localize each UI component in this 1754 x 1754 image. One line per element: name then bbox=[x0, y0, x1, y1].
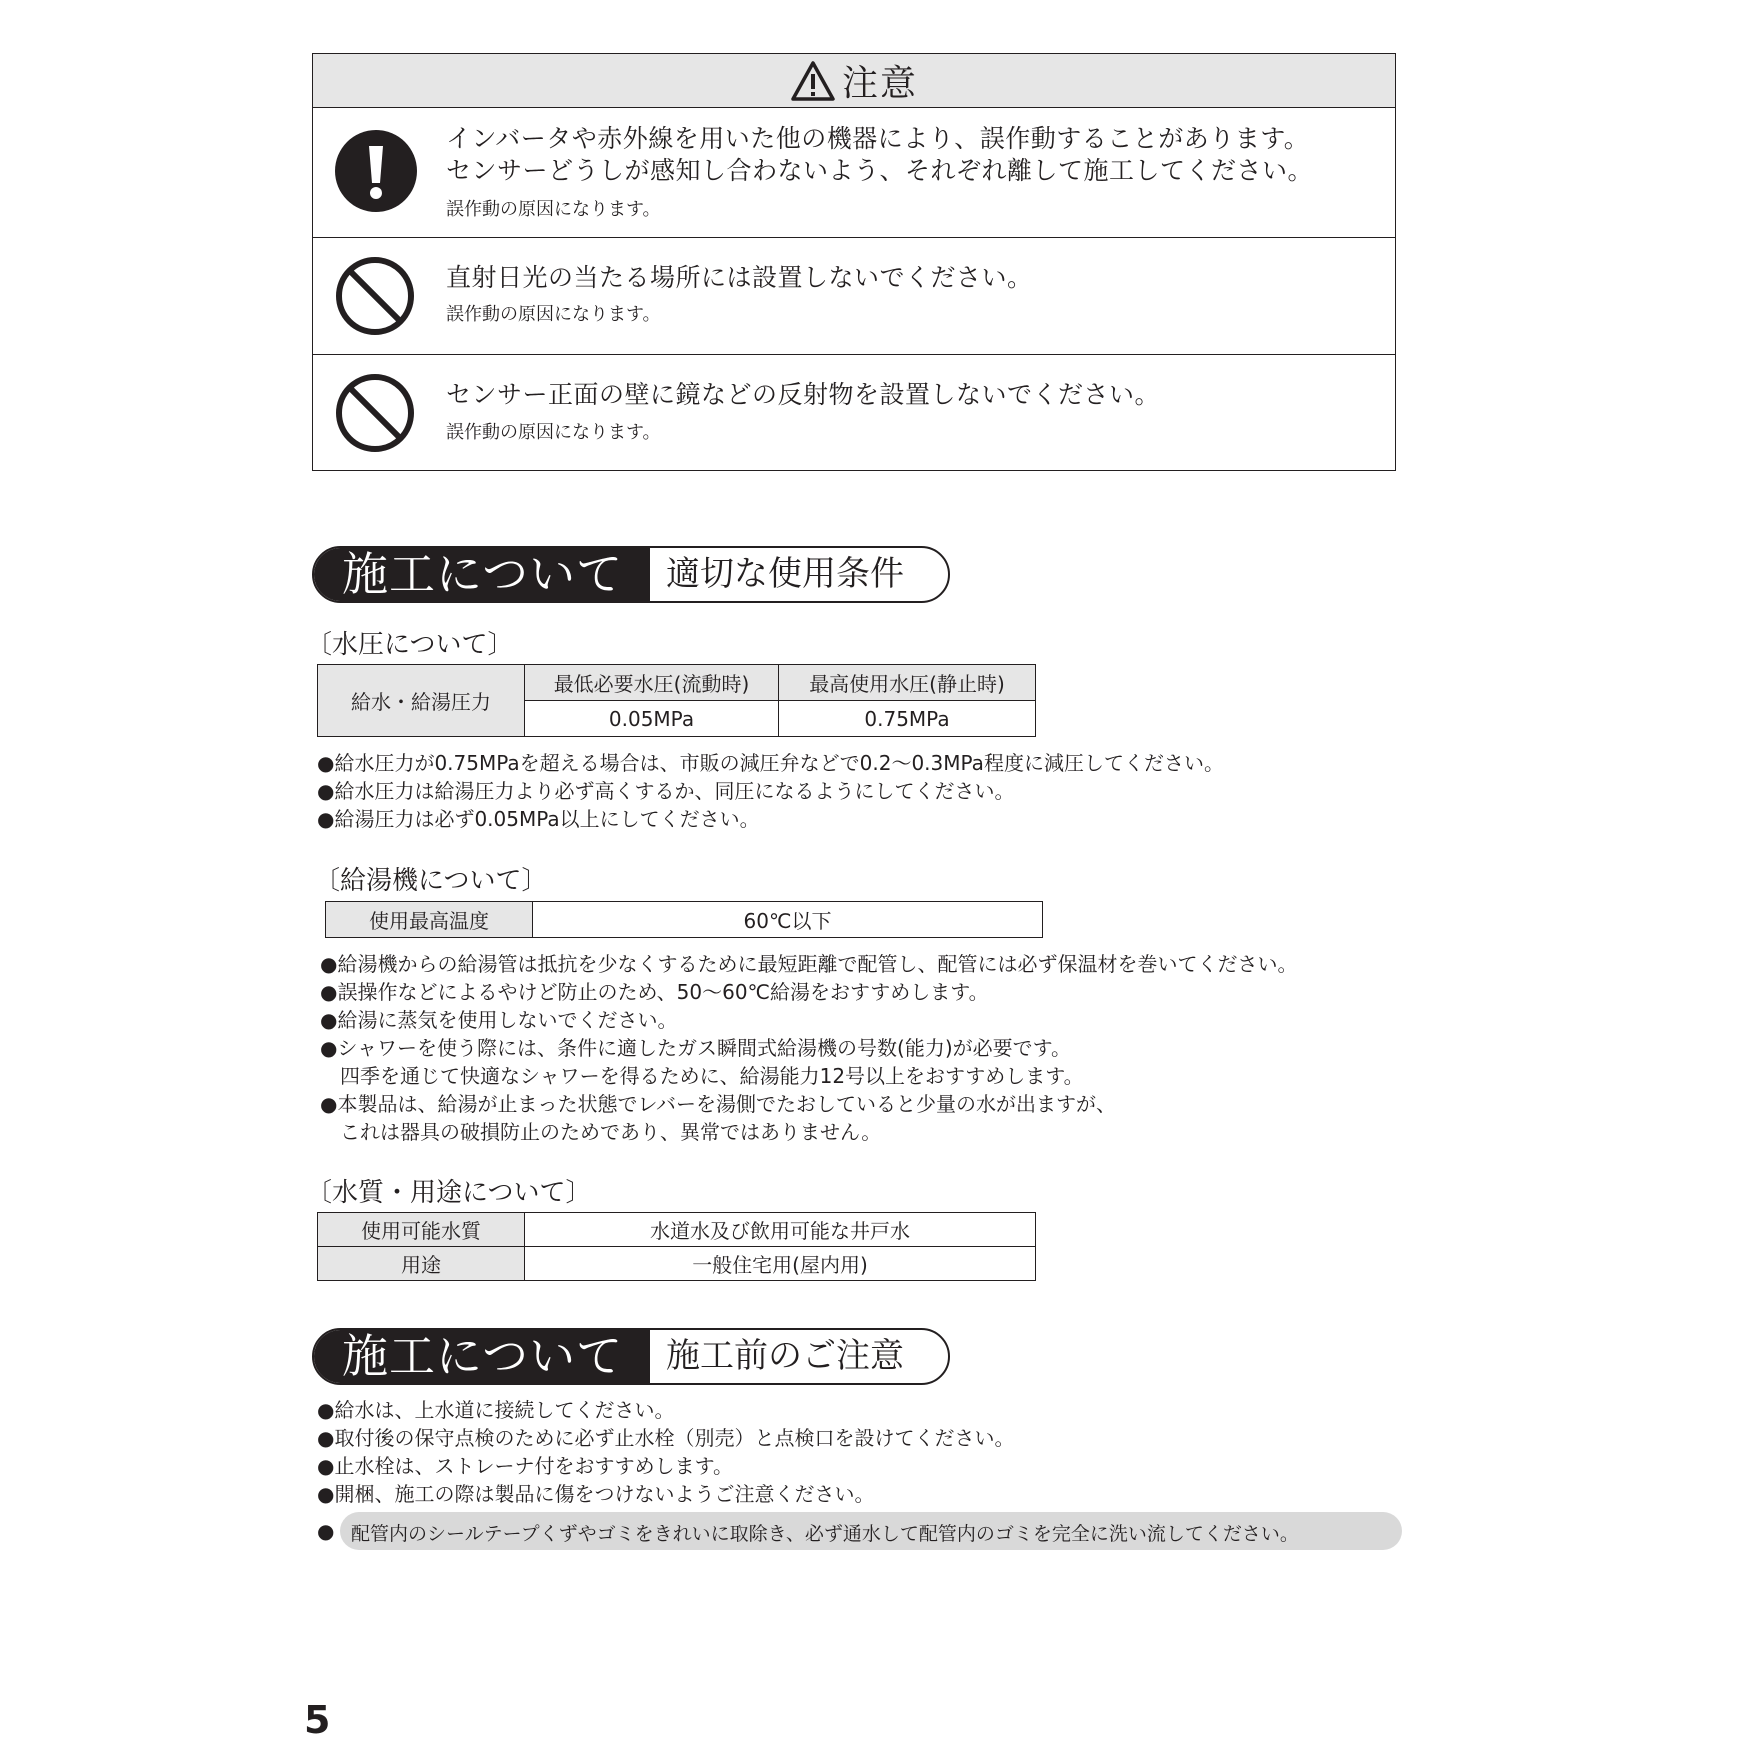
section-banner-pre-install bbox=[312, 1328, 950, 1385]
exclamation-icon bbox=[334, 129, 418, 213]
heater-note-1: ●給湯機からの給湯管は抵抗を少なくするために最短距離で配管し、配管には必ず保温材を巻いてください。 bbox=[320, 952, 1298, 976]
min-pressure-header: 最低必要水圧(流動時) bbox=[525, 665, 779, 701]
prohibition-icon bbox=[334, 372, 416, 454]
max-pressure-value: 0.75MPa bbox=[779, 701, 1036, 737]
caution-box bbox=[312, 53, 1396, 471]
page-number: 5 bbox=[304, 1698, 331, 1742]
caution-item-1-line-2: センサーどうしが感知し合わないよう、それぞれ離して施工してください。 bbox=[446, 156, 1314, 185]
caution-item-1-sub: 誤作動の原因になります。 bbox=[446, 199, 661, 220]
heater-note-4: ●シャワーを使う際には、条件に適したガス瞬間式給湯機の号数(能力)が必要です。 bbox=[320, 1036, 1072, 1060]
section-banner-usage-conditions bbox=[312, 546, 950, 603]
caution-item-3 bbox=[313, 354, 1395, 470]
usage-value: 一般住宅用(屋内用) bbox=[525, 1247, 1036, 1281]
pressure-heading: 〔水圧について〕 bbox=[306, 630, 514, 660]
caution-item-2-sub: 誤作動の原因になります。 bbox=[446, 304, 661, 325]
heater-note-5: ●本製品は、給湯が止まった状態でレバーを湯側でたおしていると少量の水が出ますが、 bbox=[320, 1092, 1117, 1116]
heater-heading: 〔給湯機について〕 bbox=[314, 866, 548, 896]
highlight-note-text: 配管内のシールテープくずやゴミをきれいに取除き、必ず通水して配管内のゴミを完全に洗い流してください。 bbox=[351, 1523, 1299, 1545]
heater-note-3: ●給湯に蒸気を使用しないでください。 bbox=[320, 1008, 678, 1032]
highlight-note bbox=[340, 1512, 1402, 1550]
pressure-note-3: ●給湯圧力は必ず0.05MPa以上にしてください。 bbox=[317, 807, 760, 831]
heater-note-5-cont: これは器具の破損防止のためであり、異常ではありません。 bbox=[320, 1120, 882, 1144]
heater-table bbox=[325, 901, 1043, 938]
heater-note-2: ●誤操作などによるやけど防止のため、50～60℃給湯をおすすめします。 bbox=[320, 980, 989, 1004]
banner-sub-label: 適切な使用条件 bbox=[666, 554, 904, 594]
pressure-note-2: ●給水圧力は給湯圧力より必ず高くするか、同圧になるようにしてください。 bbox=[317, 779, 1015, 803]
prohibition-icon bbox=[334, 255, 416, 337]
min-pressure-value: 0.05MPa bbox=[525, 701, 779, 737]
max-temperature-label: 使用最高温度 bbox=[326, 902, 533, 938]
max-pressure-header: 最高使用水圧(静止時) bbox=[779, 665, 1036, 701]
warning-triangle-icon bbox=[790, 60, 836, 102]
heater-note-4-cont: 四季を通じて快適なシャワーを得るために、給湯能力12号以上をおすすめします。 bbox=[320, 1064, 1084, 1088]
quality-heading: 〔水質・用途について〕 bbox=[306, 1178, 592, 1208]
pre-install-note-3: ●止水栓は、ストレーナ付をおすすめします。 bbox=[317, 1454, 734, 1478]
caution-item-2 bbox=[313, 237, 1395, 354]
banner-main-label: 施工について bbox=[314, 1330, 650, 1383]
quality-table bbox=[317, 1212, 1036, 1281]
highlight-bullet: ● bbox=[317, 1519, 335, 1543]
caution-item-3-line-1: センサー正面の壁に鏡などの反射物を設置しないでください。 bbox=[446, 380, 1161, 409]
pre-install-note-4: ●開梱、施工の際は製品に傷をつけないようご注意ください。 bbox=[317, 1482, 875, 1506]
caution-title: 注意 bbox=[841, 63, 918, 104]
usage-label: 用途 bbox=[318, 1247, 525, 1281]
caution-header bbox=[313, 54, 1395, 108]
pressure-table bbox=[317, 664, 1036, 737]
banner-main-label: 施工について bbox=[314, 548, 650, 601]
water-quality-value: 水道水及び飲用可能な井戸水 bbox=[525, 1213, 1036, 1247]
banner-sub-label: 施工前のご注意 bbox=[666, 1336, 904, 1376]
pre-install-note-2: ●取付後の保守点検のために必ず止水栓（別売）と点検口を設けてください。 bbox=[317, 1426, 1015, 1450]
pre-install-note-1: ●給水は、上水道に接続してください。 bbox=[317, 1398, 675, 1422]
water-quality-label: 使用可能水質 bbox=[318, 1213, 525, 1247]
pressure-row-label: 給水・給湯圧力 bbox=[318, 665, 525, 737]
caution-item-1-line-1: インバータや赤外線を用いた他の機器により、誤作動することがあります。 bbox=[446, 124, 1310, 153]
caution-item-3-sub: 誤作動の原因になります。 bbox=[446, 422, 661, 443]
caution-item-2-line-1: 直射日光の当たる場所には設置しないでください。 bbox=[446, 263, 1033, 292]
pressure-note-1: ●給水圧力が0.75MPaを超える場合は、市販の減圧弁などで0.2～0.3MPa程度に減圧してください。 bbox=[317, 751, 1224, 775]
max-temperature-value: 60℃以下 bbox=[533, 902, 1043, 938]
caution-item-1 bbox=[313, 107, 1395, 237]
